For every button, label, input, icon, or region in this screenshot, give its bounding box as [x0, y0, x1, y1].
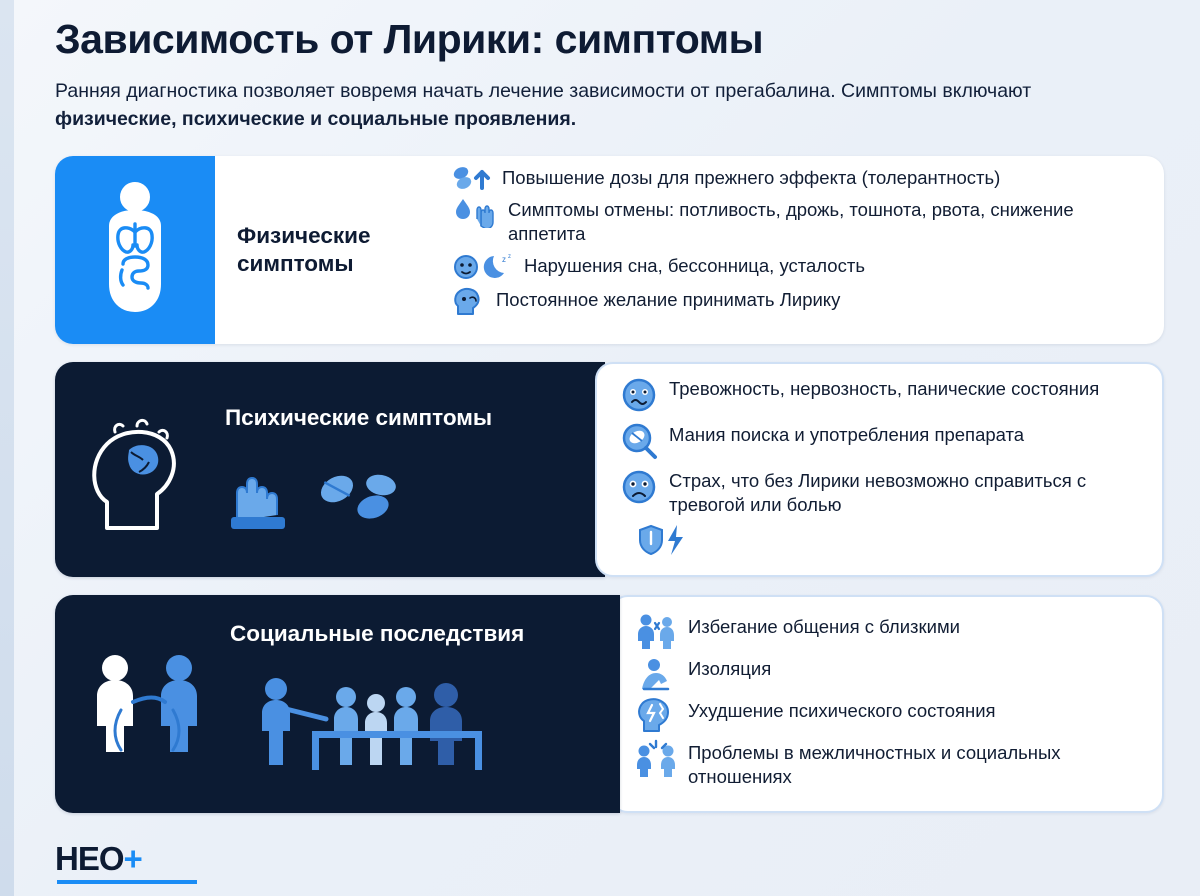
- fear-face-icon: [619, 467, 659, 507]
- list-item: [452, 196, 1144, 246]
- list-item-text: Тревожность, нервозность, панические состояния: [669, 378, 1100, 400]
- mental-title: Психические симптомы: [225, 405, 493, 431]
- footer: [55, 840, 142, 878]
- list-item-text: Мания поиска и употребления препарата: [669, 424, 1025, 446]
- section-social: [55, 595, 1164, 813]
- subtitle-regular: Ранняя диагностика позволяет вовремя начать лечение зависимости от прегабалина. Симптомы включают: [55, 80, 1032, 103]
- brand-logo: [55, 840, 142, 877]
- anxious-face-icon: [619, 375, 659, 415]
- list-item-text: Страх, что без Лирики невозможно справиться с тревогой или болью: [669, 470, 1087, 516]
- sleepless-face-moon-icon: [452, 252, 514, 280]
- list-item-text: Повышение дозы для прежнего эффекта (толерантность): [502, 166, 1001, 188]
- mental-items-list: [597, 367, 1162, 571]
- list-item: [619, 421, 1142, 461]
- avoiding-contact-icon: [634, 613, 678, 649]
- page-subtitle: [55, 77, 1155, 134]
- shield-lightning-icon: [637, 523, 693, 557]
- list-item-text: Изоляция: [688, 657, 772, 679]
- list-item: [634, 655, 1142, 691]
- logo-plus: +: [123, 840, 142, 877]
- list-item: [634, 739, 1142, 789]
- list-item: [637, 523, 1142, 557]
- craving-head-icon: [452, 286, 486, 316]
- physical-icon-panel: [55, 156, 215, 344]
- social-items-panel: [610, 595, 1164, 813]
- list-item-text: Нарушения сна, бессонница, усталость: [524, 254, 865, 276]
- svg-text:z: z: [502, 254, 506, 264]
- list-item: [452, 286, 1144, 316]
- list-item: [452, 164, 1144, 190]
- human-body-organs-icon: [87, 180, 183, 320]
- group-of-people-icon: [250, 673, 580, 783]
- svg-text:z: z: [508, 253, 511, 260]
- search-pill-mania-icon: [619, 421, 659, 461]
- logo-underline: [57, 880, 197, 884]
- mental-title-block: [225, 404, 492, 534]
- list-item-text: Избегание общения с близкими: [688, 615, 960, 637]
- section-physical: [55, 156, 1164, 344]
- mental-items-panel: [595, 362, 1164, 577]
- physical-title-line1: Физические: [237, 222, 371, 248]
- list-item-text: Постоянное желание принимать Лирику: [496, 288, 841, 310]
- pills-up-arrow-icon: [452, 164, 492, 190]
- header: [0, 0, 1200, 134]
- list-item: [634, 613, 1142, 649]
- physical-title-line2: симптомы: [237, 250, 354, 276]
- list-item: [634, 697, 1142, 733]
- list-item-text: Ухудшение психического состояния: [688, 699, 996, 721]
- list-item-text: Симптомы отмены: потливость, дрожь, тошнота, рвота, снижение аппетита: [508, 198, 1074, 244]
- subtitle-bold: физические, психические и социальные проявления.: [55, 108, 577, 131]
- broken-mind-icon: [634, 697, 678, 733]
- physical-title: [215, 156, 430, 344]
- section-mental: [55, 362, 1164, 577]
- social-dark-panel: [55, 595, 620, 813]
- isolation-person-icon: [634, 655, 678, 691]
- social-title: Социальные последствия: [230, 620, 525, 646]
- social-items-list: [612, 605, 1162, 803]
- two-people-conflict-icon: [83, 650, 213, 765]
- hand-with-pills-icon: [225, 459, 492, 534]
- list-item: [619, 467, 1142, 517]
- head-brain-icon: [55, 404, 225, 534]
- conflict-people-icon: [634, 739, 678, 777]
- list-item: [619, 375, 1142, 415]
- list-item: [452, 252, 1144, 280]
- physical-items-list: [430, 156, 1164, 344]
- mental-dark-panel: [55, 362, 605, 577]
- page-title: Зависимость от Лирики: симптомы: [55, 16, 764, 62]
- sweat-drop-tremor-hand-icon: [452, 196, 498, 228]
- logo-text: НЕО: [55, 840, 124, 877]
- sections-container: [0, 156, 1200, 813]
- list-item-text: Проблемы в межличностных и социальных отношениях: [688, 741, 1061, 787]
